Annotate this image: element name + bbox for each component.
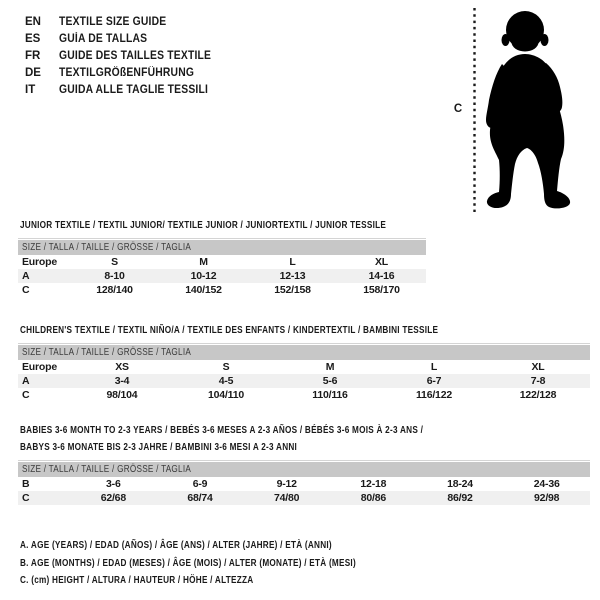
footnote-c: C. (cm) HEIGHT / ALTURA / HAUTEUR / HÖHE / ALTEZZA bbox=[20, 575, 254, 586]
size-cell: 74/80 bbox=[274, 492, 300, 504]
size-cell: 18-24 bbox=[447, 478, 473, 490]
baby-figure bbox=[450, 0, 600, 215]
size-cell: 116/122 bbox=[416, 389, 452, 401]
language-label: GUIDA ALLE TAGLIE TESSILI bbox=[59, 84, 209, 96]
size-cell: 128/140 bbox=[96, 284, 133, 296]
row-label: C bbox=[22, 389, 30, 401]
measure-label-c: C bbox=[453, 103, 463, 115]
size-header-label: SIZE / TALLA / TAILLE / GRÖSSE / TAGLIA bbox=[22, 242, 192, 253]
size-cell: 12-13 bbox=[279, 270, 306, 282]
size-cell: 10-12 bbox=[190, 270, 217, 282]
size-header-bar bbox=[18, 345, 590, 360]
size-cell: 5-6 bbox=[322, 375, 338, 387]
language-row bbox=[25, 48, 228, 65]
size-cell: 68/74 bbox=[187, 492, 213, 504]
baby-silhouette-icon bbox=[486, 11, 570, 208]
children-table-title: CHILDREN'S TEXTILE / TEXTIL NIÑO/A / TEXTILE DES ENFANTS / KINDERTEXTIL / BAMBINI TESSILE bbox=[20, 325, 439, 336]
footnote-a: A. AGE (YEARS) / EDAD (AÑOS) / ÂGE (ANS) / ALTER (JAHRE) / ETÀ (ANNI) bbox=[20, 540, 332, 551]
size-cell: 6-7 bbox=[426, 375, 442, 387]
size-cell: 9-12 bbox=[276, 478, 297, 490]
size-cell: M bbox=[199, 256, 208, 268]
size-cell: M bbox=[325, 361, 335, 373]
language-code: EN bbox=[25, 16, 41, 28]
size-cell: 122/128 bbox=[519, 389, 557, 401]
row-label: C bbox=[22, 284, 30, 296]
size-header-bar bbox=[18, 462, 590, 477]
size-table-row bbox=[18, 491, 590, 505]
language-code: ES bbox=[25, 33, 41, 45]
junior-table-title: JUNIOR TEXTILE / TEXTIL JUNIOR/ TEXTILE JUNIOR / JUNIORTEXTIL / JUNIOR TESSILE bbox=[20, 220, 387, 231]
size-header-label: SIZE / TALLA / TAILLE / GRÖSSE / TAGLIA bbox=[22, 347, 192, 358]
language-row bbox=[25, 65, 228, 82]
size-cell: S bbox=[222, 361, 230, 373]
language-row bbox=[25, 14, 228, 31]
junior-size-table bbox=[18, 238, 426, 297]
size-table-row bbox=[18, 374, 590, 388]
row-label: A bbox=[22, 270, 30, 282]
babies-table-title-line2: BABYS 3-6 MONATE BIS 2-3 JAHRE / BAMBINI 3-6 MESI A 2-3 ANNI bbox=[20, 442, 298, 453]
size-cell: 24-36 bbox=[533, 478, 560, 490]
language-label: TEXTILGRÖßENFÜHRUNG bbox=[59, 67, 195, 79]
size-cell: 92/98 bbox=[534, 492, 560, 504]
language-label: GUÍA DE TALLAS bbox=[59, 33, 148, 45]
size-cell: 6-9 bbox=[192, 478, 208, 490]
size-table-row bbox=[18, 283, 426, 297]
language-label: TEXTILE SIZE GUIDE bbox=[59, 16, 167, 28]
language-row bbox=[25, 31, 228, 48]
size-table-row bbox=[18, 477, 590, 491]
language-code: DE bbox=[25, 67, 41, 79]
size-cell: L bbox=[289, 256, 296, 268]
size-cell: 7-8 bbox=[530, 375, 546, 387]
size-cell: 110/116 bbox=[312, 389, 348, 401]
row-label: Europe bbox=[22, 256, 57, 268]
size-cell: 80/86 bbox=[360, 492, 386, 504]
footnotes bbox=[20, 537, 430, 590]
footnote-b: B. AGE (MONTHS) / EDAD (MESES) / ÂGE (MOIS) / ALTER (MONATE) / ETÀ (MESI) bbox=[20, 557, 356, 569]
row-label: A bbox=[22, 375, 30, 387]
row-label: B bbox=[22, 478, 30, 490]
size-cell: 86/92 bbox=[447, 492, 473, 504]
size-cell: L bbox=[430, 361, 438, 373]
language-header bbox=[25, 14, 228, 99]
babies-table-title-line1: BABIES 3-6 MONTH TO 2-3 YEARS / BEBÉS 3-6 MESES A 2-3 AÑOS / BÉBÉS 3-6 MOIS À 2-3 ANS / bbox=[20, 425, 424, 436]
size-cell: 104/110 bbox=[208, 389, 244, 401]
row-label: Europe bbox=[22, 361, 57, 373]
size-table-row bbox=[18, 269, 426, 283]
size-cell: 62/68 bbox=[100, 492, 126, 504]
size-cell: 98/104 bbox=[106, 389, 138, 401]
size-cell: 12-18 bbox=[360, 478, 387, 490]
language-code: FR bbox=[25, 50, 41, 62]
size-cell: S bbox=[111, 256, 118, 268]
size-cell: XL bbox=[374, 256, 389, 268]
children-size-table bbox=[18, 343, 590, 402]
size-cell: 158/170 bbox=[363, 284, 400, 296]
language-code: IT bbox=[25, 84, 36, 96]
size-cell: 3-4 bbox=[114, 375, 130, 387]
babies-size-table bbox=[18, 460, 590, 505]
size-cell: 8-10 bbox=[104, 270, 125, 282]
row-label: C bbox=[22, 492, 30, 504]
size-cell: 14-16 bbox=[368, 270, 395, 282]
size-table-row bbox=[18, 388, 590, 402]
size-table-row bbox=[18, 255, 426, 269]
size-cell: XL bbox=[531, 361, 545, 373]
size-cell: 152/158 bbox=[274, 284, 311, 296]
size-cell: XS bbox=[115, 361, 129, 373]
size-table-row bbox=[18, 360, 590, 374]
size-header-label: SIZE / TALLA / TAILLE / GRÖSSE / TAGLIA bbox=[22, 464, 192, 475]
size-header-bar bbox=[18, 240, 426, 255]
size-cell: 140/152 bbox=[185, 284, 222, 296]
size-cell: 3-6 bbox=[106, 478, 121, 490]
language-label: GUIDE DES TAILLES TEXTILE bbox=[59, 50, 212, 62]
language-row bbox=[25, 82, 228, 99]
size-cell: 4-5 bbox=[218, 375, 234, 387]
